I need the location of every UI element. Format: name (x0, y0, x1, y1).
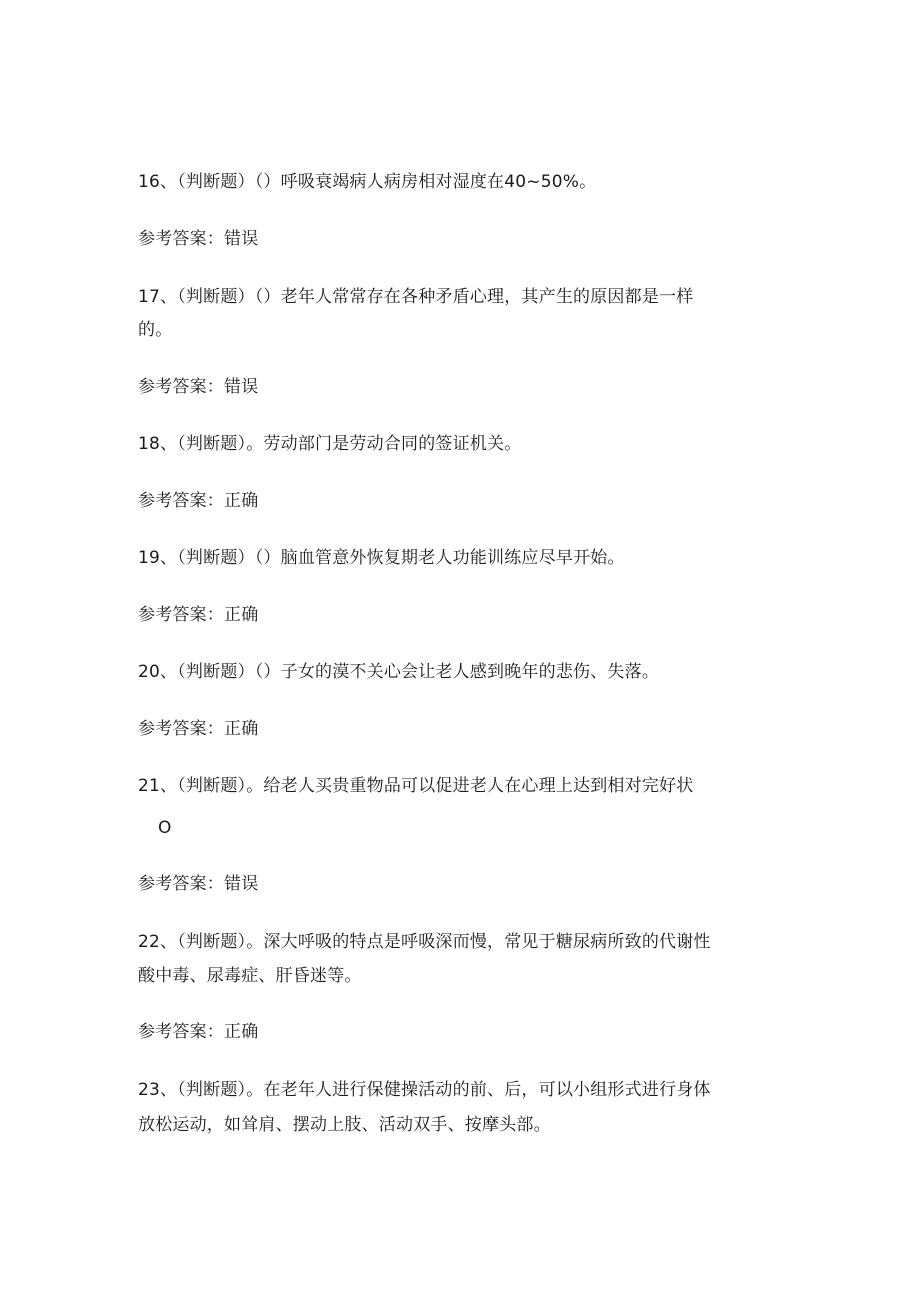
question-19-answer: 参考答案：正确 (138, 605, 259, 625)
question-21-answer: 参考答案：错误 (138, 874, 259, 894)
question-23-line-2: 放松运动，如耸肩、摆动上肢、活动双手、按摩头部。 (138, 1115, 551, 1135)
question-18-answer: 参考答案：正确 (138, 491, 259, 511)
question-23-line-1: 23、（判断题）。在老年人进行保健操活动的前、后，可以小组形式进行身体 (138, 1080, 711, 1100)
question-17-line-1: 17、（判断题）（）老年人常常存在各种矛盾心理，其产生的原因都是一样 (138, 287, 694, 307)
question-21-line-1: 21、（判断题）。给老人买贵重物品可以促进老人在心理上达到相对完好状 (138, 776, 694, 796)
question-17-answer: 参考答案：错误 (138, 377, 259, 397)
question-20-line-1: 20、（判断题）（）子女的漠不关心会让老人感到晚年的悲伤、失落。 (138, 662, 660, 682)
question-18-line-1: 18、（判断题）。劳动部门是劳动合同的签证机关。 (138, 434, 522, 454)
question-16-line-1: 16、（判断题）（）呼吸衰竭病人病房相对湿度在40~50%。 (138, 172, 597, 192)
question-16-answer: 参考答案：错误 (138, 229, 259, 249)
question-17-line-2: 的。 (138, 320, 173, 340)
question-19-line-1: 19、（判断题）（）脑血管意外恢复期老人功能训练应尽早开始。 (138, 548, 625, 568)
question-21-line-2: O (158, 818, 172, 838)
question-22-line-1: 22、（判断题）。深大呼吸的特点是呼吸深而慢，常见于糖尿病所致的代谢性 (138, 932, 711, 952)
question-22-line-2: 酸中毒、尿毒症、肝昏迷等。 (138, 966, 362, 986)
question-22-answer: 参考答案：正确 (138, 1022, 259, 1042)
question-20-answer: 参考答案：正确 (138, 719, 259, 739)
